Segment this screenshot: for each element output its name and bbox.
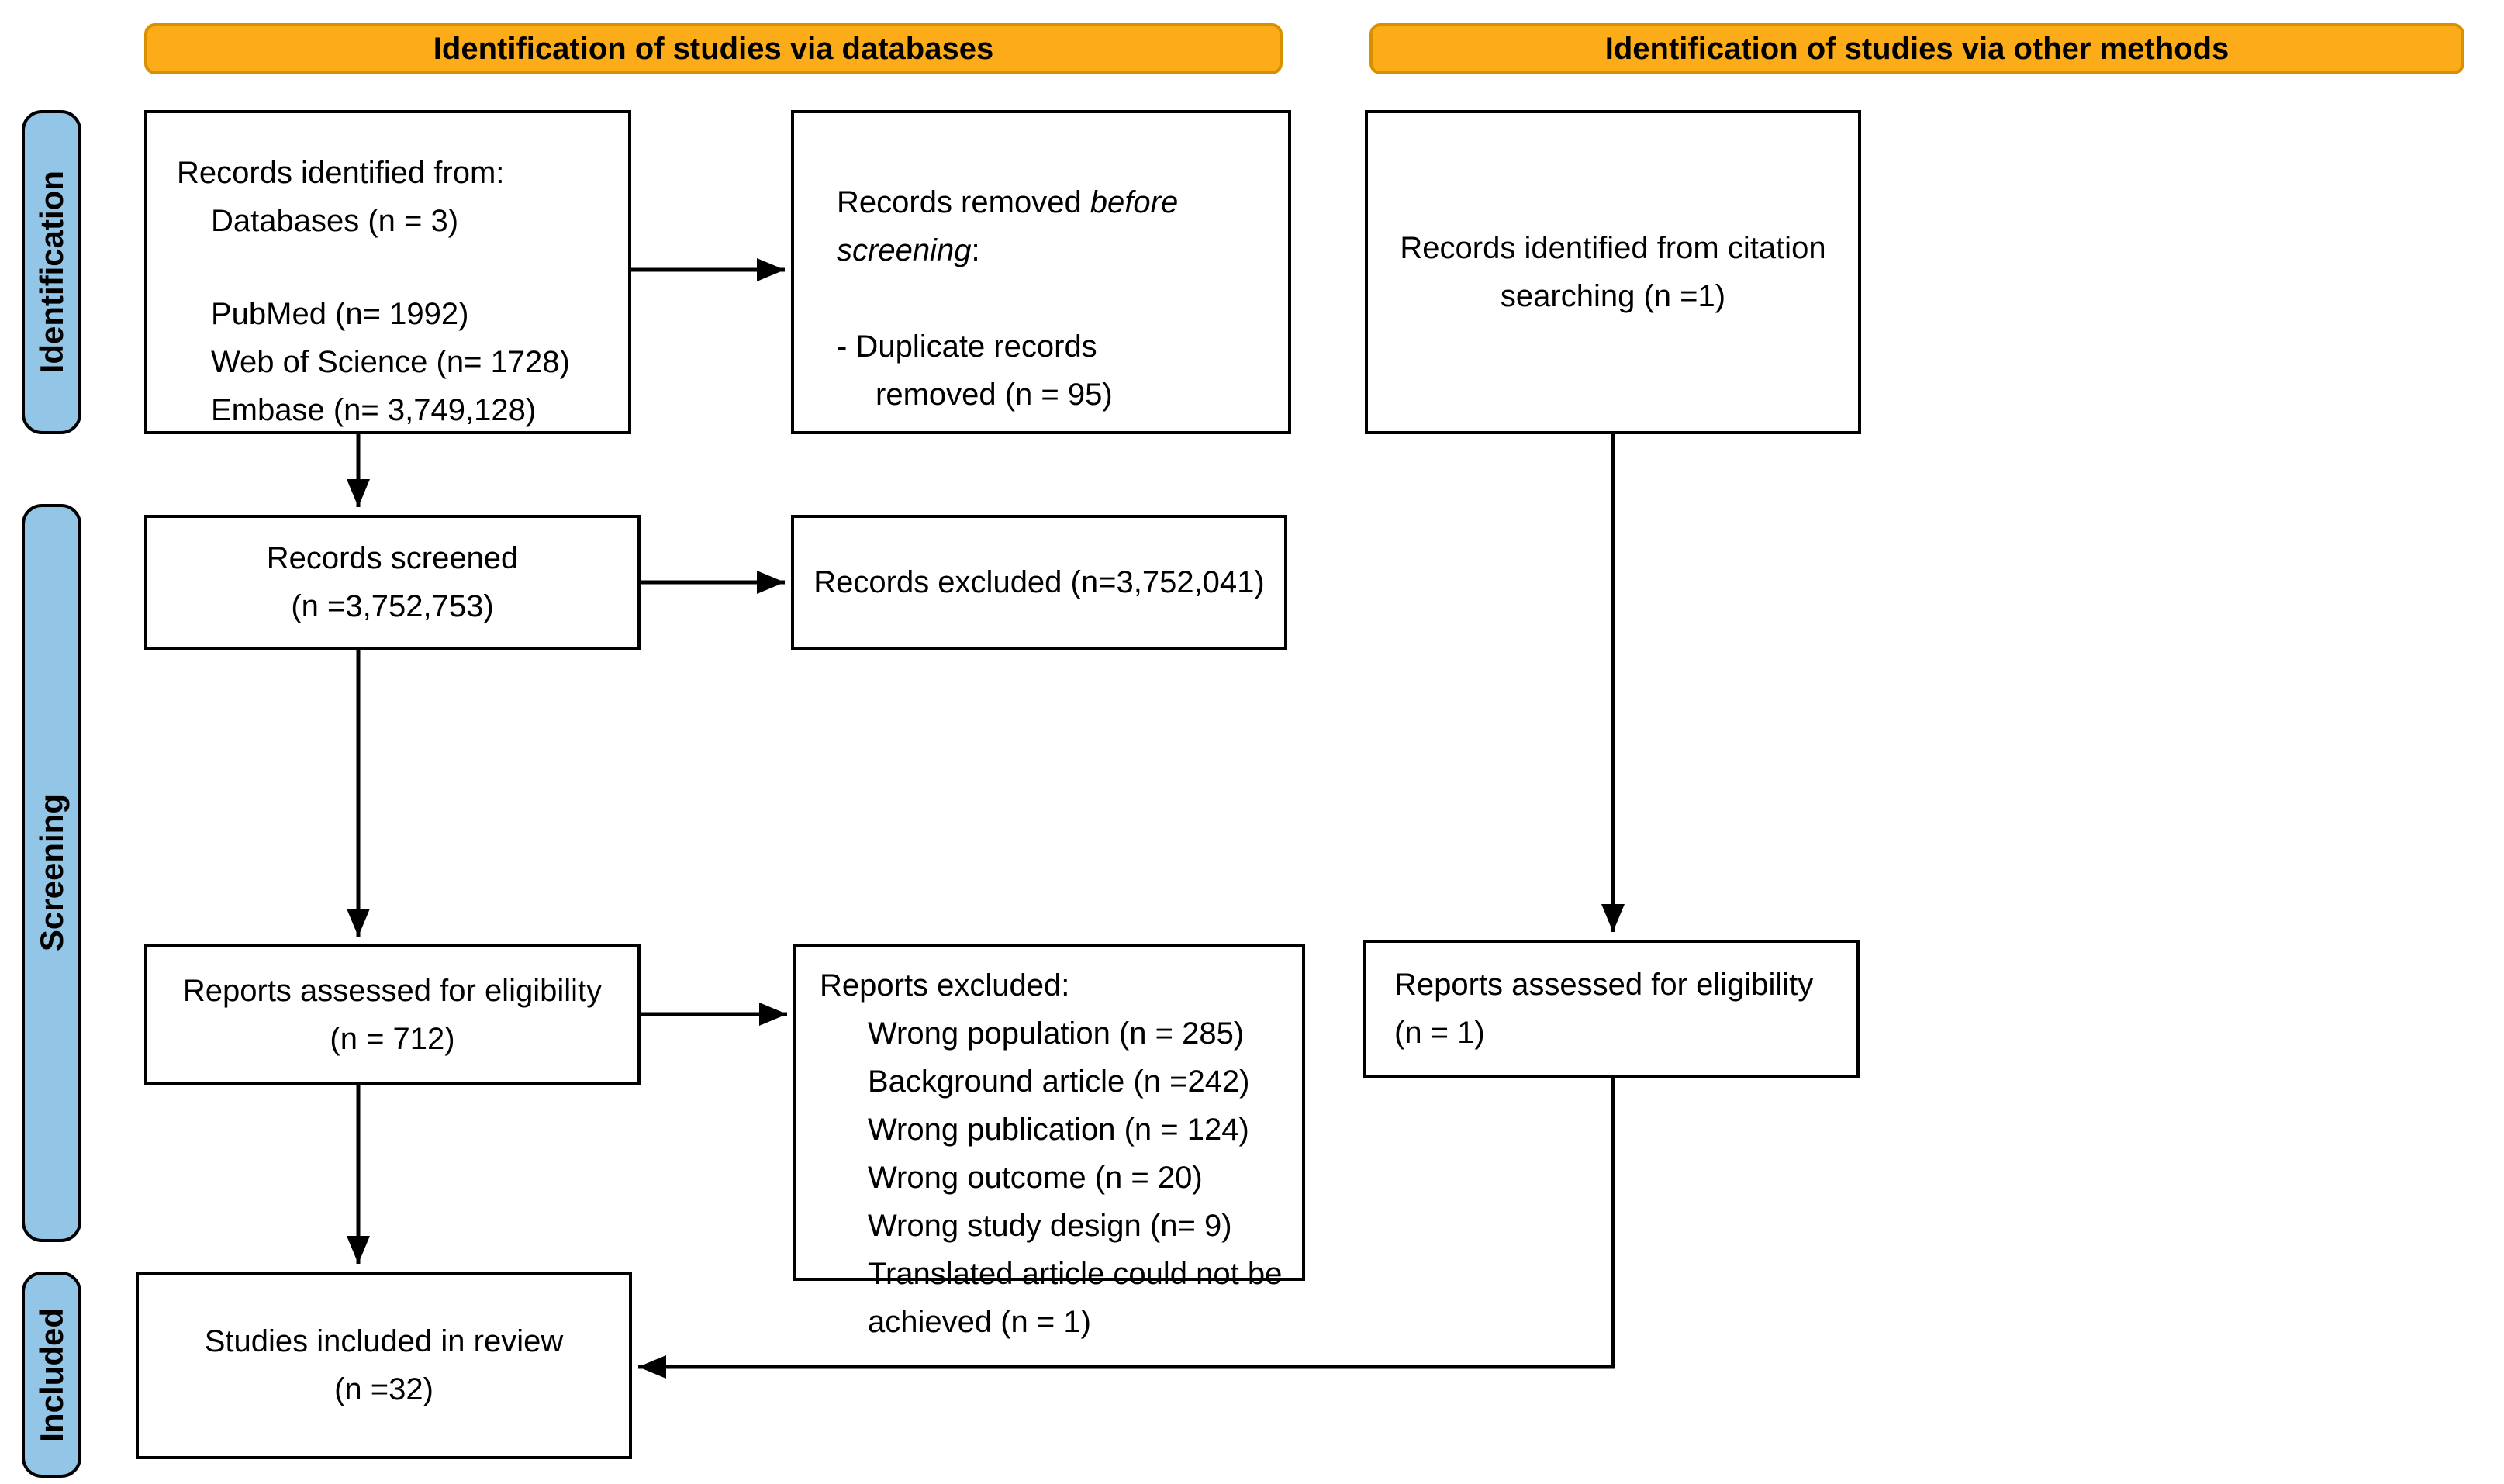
- studies-included-line2: (n =32): [334, 1372, 433, 1406]
- stage-identification-label: Identification: [33, 171, 70, 374]
- stage-included-label: Included: [33, 1307, 70, 1442]
- records-identified-source-wos: Web of Science (n= 1728): [211, 345, 570, 379]
- records-screened-line1: Records screened: [266, 541, 519, 575]
- reports-excluded-reason: Background article (n =242): [868, 1065, 1250, 1099]
- records-removed-title-line1: Records removed before: [837, 185, 1179, 219]
- reports-excluded-reason: Wrong outcome (n = 20): [868, 1161, 1203, 1195]
- citation-searching-line1: Records identified from citation: [1400, 231, 1826, 265]
- header-other-methods-label: Identification of studies via other methods: [1604, 31, 2229, 66]
- arrow-assessed-other-to-included: [638, 1078, 1613, 1367]
- stage-screening-label: Screening: [33, 794, 70, 952]
- reports-excluded-reason: Wrong publication (n = 124): [868, 1113, 1249, 1147]
- records-removed-duplicates-line2: removed (n = 95): [876, 378, 1113, 412]
- records-identified-source-pubmed: PubMed (n= 1992): [211, 297, 469, 331]
- reports-excluded-title: Reports excluded:: [820, 968, 1070, 1003]
- reports-assessed-other-line1: Reports assessed for eligibility: [1394, 968, 1814, 1002]
- reports-excluded-reason: achieved (n = 1): [868, 1305, 1091, 1339]
- studies-included-line1: Studies included in review: [204, 1324, 564, 1358]
- header-databases-label: Identification of studies via databases: [433, 31, 994, 66]
- records-removed-duplicates-line1: - Duplicate records: [837, 330, 1097, 364]
- records-identified-databases: Databases (n = 3): [211, 204, 459, 238]
- records-removed-title-line2: screening:: [837, 233, 980, 267]
- reports-assessed-other-line2: (n = 1): [1394, 1016, 1485, 1050]
- reports-excluded-reason: Translated article could not be: [868, 1257, 1283, 1291]
- reports-assessed-db-line1: Reports assessed for eligibility: [182, 974, 603, 1008]
- citation-searching-line2: searching (n =1): [1500, 279, 1726, 313]
- records-excluded-text: Records excluded (n=3,752,041): [813, 565, 1265, 599]
- records-identified-source-embase: Embase (n= 3,749,128): [211, 393, 537, 427]
- reports-excluded-reason: Wrong population (n = 285): [868, 1016, 1245, 1051]
- reports-excluded-reason: Wrong study design (n= 9): [868, 1209, 1232, 1243]
- records-identified-title: Records identified from:: [177, 156, 505, 190]
- reports-assessed-db-line2: (n = 712): [330, 1022, 455, 1056]
- records-screened-line2: (n =3,752,753): [291, 589, 494, 623]
